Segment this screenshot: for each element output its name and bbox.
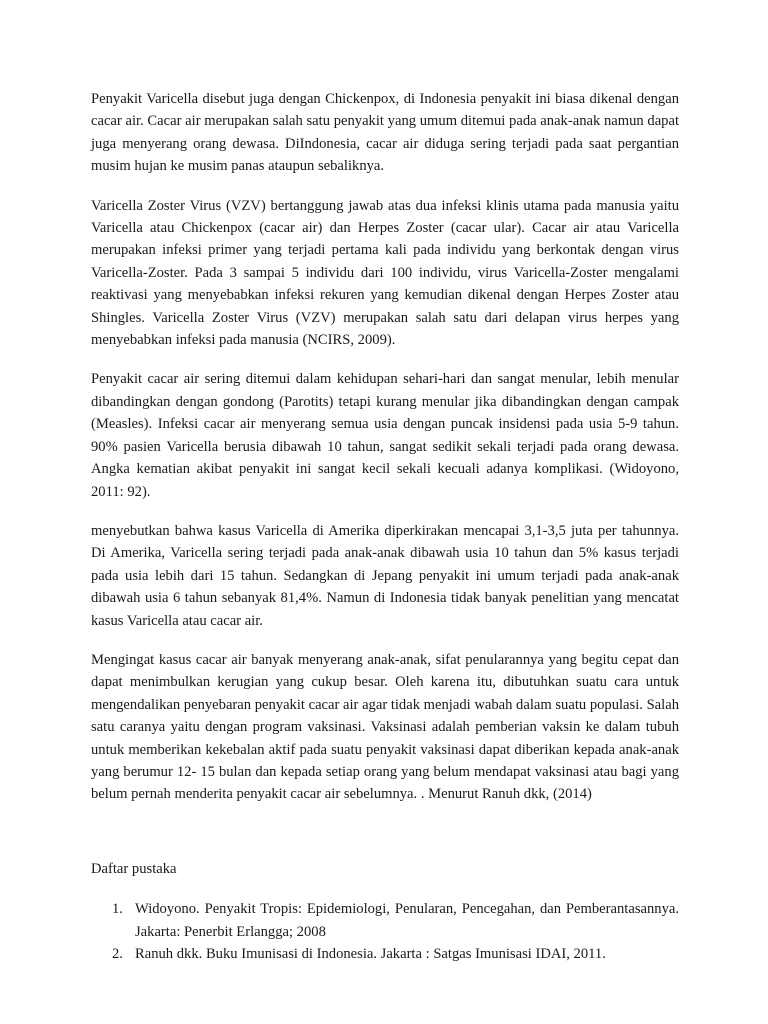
paragraph-vzv: Varicella Zoster Virus (VZV) bertanggung jawab atas dua infeksi klinis utama pada manusia yaitu Varicella atau Chickenpox (cacar air) dan Herpes Zoster (cacar ular). Cacar air atau Varicella merupakan infeksi primer yang terjadi pertama kali pada individu yang berkontak dengan virus Varicella-Zoster. Pada 3 sampai 5 individu dari 100 individu, virus Varicella-Zoster mengalami reaktivasi yang menyebabkan infeksi rekuren yang kemudian dikenal dengan Herpes Zoster atau Shingles. Varicella Zoster Virus (VZV) merupakan salah satu dari delapan virus herpes yang menyebabkan infeksi pada manusia (NCIRS, 2009). (91, 197, 679, 349)
reference-item (91, 943, 679, 965)
paragraph-intro: Penyakit Varicella disebut juga dengan Chickenpox, di Indonesia penyakit ini biasa dikenal dengan cacar air. Cacar air merupakan salah satu penyakit yang umum ditemui pada anak-anak namun dapat juga menyerang orang dewasa. DiIndonesia, cacar air diduga sering terjadi pada saat pergantian musim hujan ke musim panas ataupun sebaliknya. (91, 91, 679, 175)
paragraph-transmission: Penyakit cacar air sering ditemui dalam kehidupan sehari-hari dan sangat menular, lebih menular dibandingkan dengan gondong (Parotits) tetapi kurang menular jika dibandingkan dengan campak (Measles). Infeksi cacar air menyerang semua usia dengan puncak insidensi pada usia 5-9 tahun. 90% pasien Varicella berusia dibawah 10 tahun, sangat sedikit sekali terjadi pada orang dewasa. Angka kematian akibat penyakit ini sangat kecil sekali kecuali adanya komplikasi. (Widoyono, 2011: 92). (91, 371, 679, 500)
reference-item (91, 898, 679, 943)
reference-text: Widoyono. Penyakit Tropis: Epidemiologi, Penularan, Pencegahan, dan Pemberantasannya. Jakarta: Penerbit Erlangga; 2008 (135, 901, 679, 940)
reference-number: 2. (112, 946, 123, 962)
references-list (91, 898, 679, 965)
paragraph-vaccination: Mengingat kasus cacar air banyak menyerang anak-anak, sifat penularannya yang begitu cepat dan dapat menimbulkan kerugian yang cukup besar. Oleh karena itu, dibutuhkan suatu cara untuk mengendalikan penyebaran penyakit cacar air agar tidak menjadi wabah dalam suatu populasi. Salah satu caranya yaitu dengan program vaksinasi. Vaksinasi adalah pemberian vaksin ke dalam tubuh untuk memberikan kekebalan aktif pada suatu penyakit vaksinasi dapat diberikan kepada anak-anak yang berumur 12- 15 bulan dan kepada setiap orang yang belum mendapat vaksinasi atau bagi yang belum pernah menderita penyakit cacar air sebelumnya. . Menurut Ranuh dkk, (2014) (91, 651, 679, 803)
reference-text: Ranuh dkk. Buku Imunisasi di Indonesia. Jakarta : Satgas Imunisasi IDAI, 2011. (135, 946, 606, 962)
reference-number: 1. (112, 901, 123, 918)
references-heading: Daftar pustaka (91, 860, 177, 877)
document-page (91, 88, 679, 965)
paragraph-cases: menyebutkan bahwa kasus Varicella di Amerika diperkirakan mencapai 3,1-3,5 juta per tahunnya. Di Amerika, Varicella sering terjadi pada anak-anak dibawah usia 10 tahun dan 5% kasus terjadi pada usia lebih dari 15 tahun. Sedangkan di Jepang penyakit ini umum terjadi pada anak-anak dibawah usia 6 tahun sebanyak 81,4%. Namun di Indonesia tidak banyak penelitian yang mencatat kasus Varicella atau cacar air. (91, 522, 679, 629)
